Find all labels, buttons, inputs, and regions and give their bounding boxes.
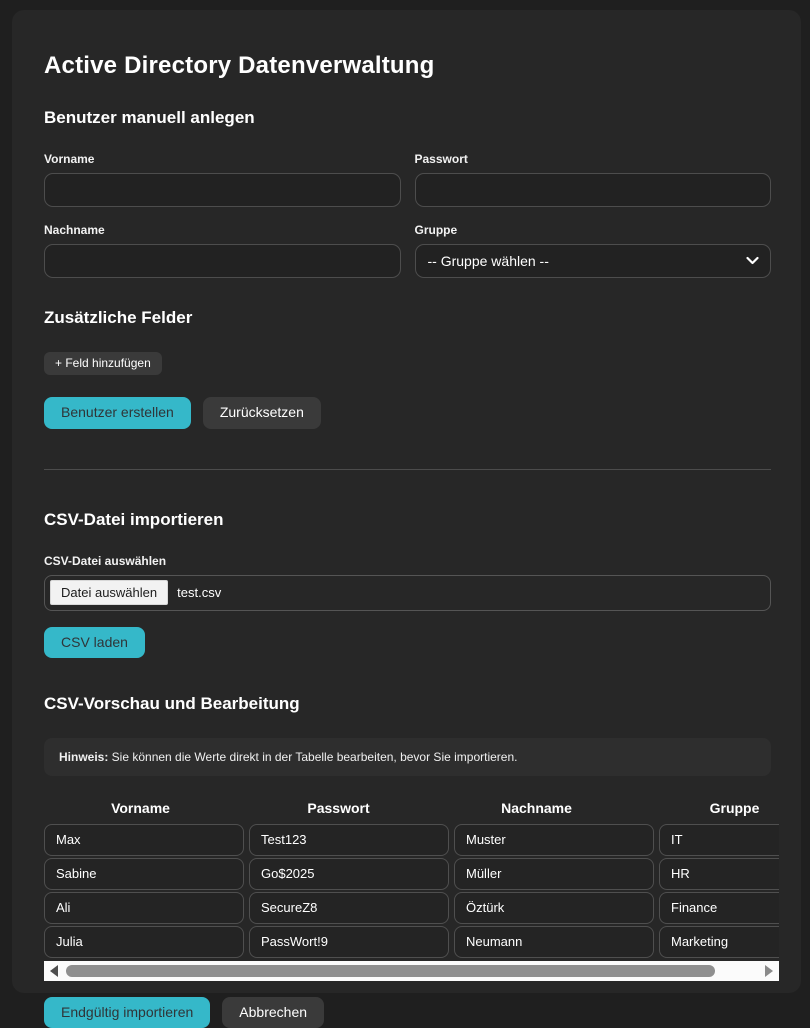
cell-input[interactable] [249, 892, 449, 924]
gruppe-select[interactable] [415, 244, 772, 278]
vorname-input[interactable] [44, 173, 401, 207]
file-name-text: test.csv [177, 585, 222, 601]
gruppe-field [415, 223, 772, 278]
cell-input[interactable] [44, 824, 244, 856]
passwort-field [415, 152, 772, 207]
hint-text: Sie können die Werte direkt in der Tabelle bearbeiten, bevor Sie importieren. [108, 749, 518, 764]
manual-section-heading: Benutzer manuell anlegen [44, 108, 255, 127]
csv-import-heading: CSV-Datei importieren [44, 509, 224, 529]
passwort-input[interactable] [415, 173, 772, 207]
cancel-button[interactable]: Abbrechen [222, 997, 324, 1028]
main-card [12, 10, 801, 1020]
scrollbar-thumb[interactable] [66, 965, 715, 977]
vorname-field [44, 152, 401, 207]
csv-file-label: CSV-Datei auswählen [44, 553, 167, 568]
reset-button[interactable]: Zurücksetzen [203, 397, 321, 428]
vorname-label: Vorname [44, 152, 95, 166]
nachname-label: Nachname [44, 223, 105, 237]
cell-input[interactable] [249, 926, 449, 958]
scroll-left-arrow-icon[interactable] [50, 965, 58, 977]
table-row [44, 858, 779, 890]
column-header-gruppe: Gruppe [709, 799, 760, 816]
cell-input[interactable] [454, 858, 654, 890]
csv-load-button[interactable]: CSV laden [44, 627, 145, 658]
cell-input[interactable] [44, 858, 244, 890]
cell-input[interactable] [659, 824, 779, 856]
cell-input[interactable] [659, 892, 779, 924]
horizontal-scrollbar[interactable] [44, 961, 779, 981]
csv-table-viewport [44, 796, 779, 960]
passwort-label: Passwort [414, 152, 468, 166]
hint-box [44, 738, 771, 776]
nachname-field [44, 223, 401, 278]
cell-input[interactable] [249, 858, 449, 890]
column-header-vorname: Vorname [111, 799, 170, 816]
cell-input[interactable] [44, 926, 244, 958]
extra-fields-heading: Zusätzliche Felder [44, 308, 193, 327]
cell-input[interactable] [659, 926, 779, 958]
csv-file-input[interactable] [44, 575, 771, 611]
table-header-row [44, 796, 779, 822]
cell-input[interactable] [659, 858, 779, 890]
table-row [44, 824, 779, 856]
section-divider [44, 469, 771, 470]
cell-input[interactable] [44, 892, 244, 924]
scroll-right-arrow-icon[interactable] [765, 965, 773, 977]
nachname-input[interactable] [44, 244, 401, 278]
gruppe-label: Gruppe [414, 223, 458, 237]
cell-input[interactable] [454, 824, 654, 856]
create-user-button[interactable]: Benutzer erstellen [44, 397, 191, 428]
hint-label: Hinweis: [59, 749, 109, 764]
csv-table [44, 796, 779, 958]
cell-input[interactable] [454, 926, 654, 958]
cell-input[interactable] [249, 824, 449, 856]
cell-input[interactable] [454, 892, 654, 924]
file-choose-button[interactable]: Datei auswählen [50, 580, 168, 605]
column-header-passwort: Passwort [307, 799, 370, 816]
table-row [44, 892, 779, 924]
import-final-button[interactable]: Endgültig importieren [44, 997, 210, 1028]
table-row [44, 926, 779, 958]
csv-preview-heading: CSV-Vorschau und Bearbeitung [44, 693, 300, 713]
add-field-button[interactable]: + Feld hinzufügen [44, 352, 162, 375]
page-title: Active Directory Datenverwaltung [44, 52, 435, 79]
column-header-nachname: Nachname [501, 799, 572, 816]
manual-user-form [44, 152, 771, 278]
